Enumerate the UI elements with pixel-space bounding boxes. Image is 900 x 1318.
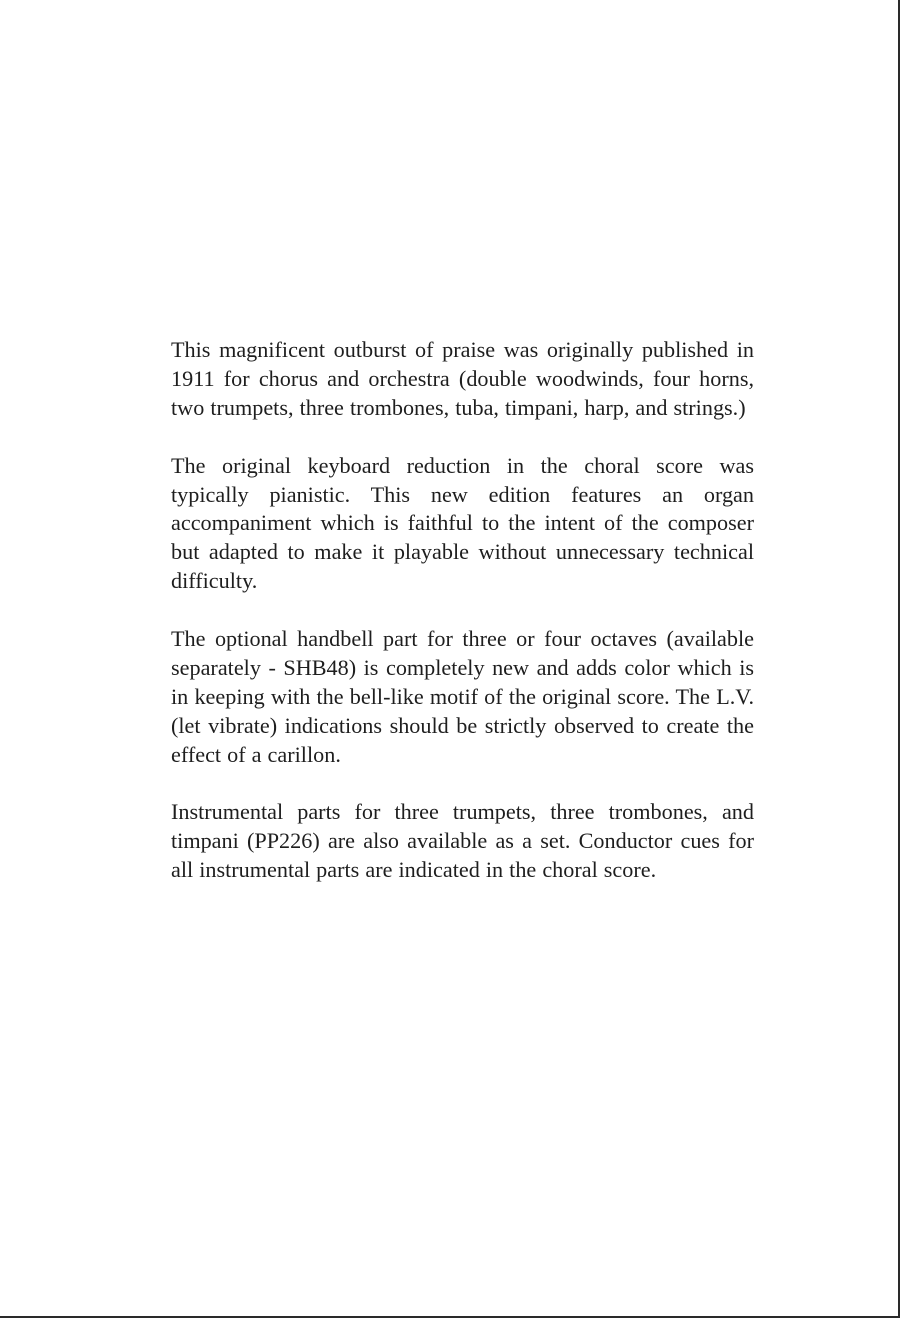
- paragraph-keyboard-reduction: The original keyboard reduction in the choral score was typically pianistic. This new edition features an organ accompaniment which is faithful to the intent of the composer but adapted to make it playable without unnecessary technical difficulty.: [171, 452, 754, 594]
- paragraph-history: This magnificent outburst of praise was originally published in 1911 for chorus and orchestra (double woodwinds, four horns, two trumpets, three trombones, tuba, timpani, harp, and strings.): [171, 337, 754, 420]
- paragraph-handbell-part: The optional handbell part for three or four octaves (available separately - SHB48) is completely new and adds color which is in keeping with the bell-like motif of the original score. The L.V. (let vibrate) indications should be strictly observed to create the effect of a carillon.: [171, 626, 754, 767]
- paragraph-instrumental-parts: Instrumental parts for three trumpets, three trombones, and timpani (PP226) are also available as a set. Conductor cues for all instrumental parts are indicated in the choral score.: [171, 799, 754, 883]
- program-note: [171, 336, 754, 885]
